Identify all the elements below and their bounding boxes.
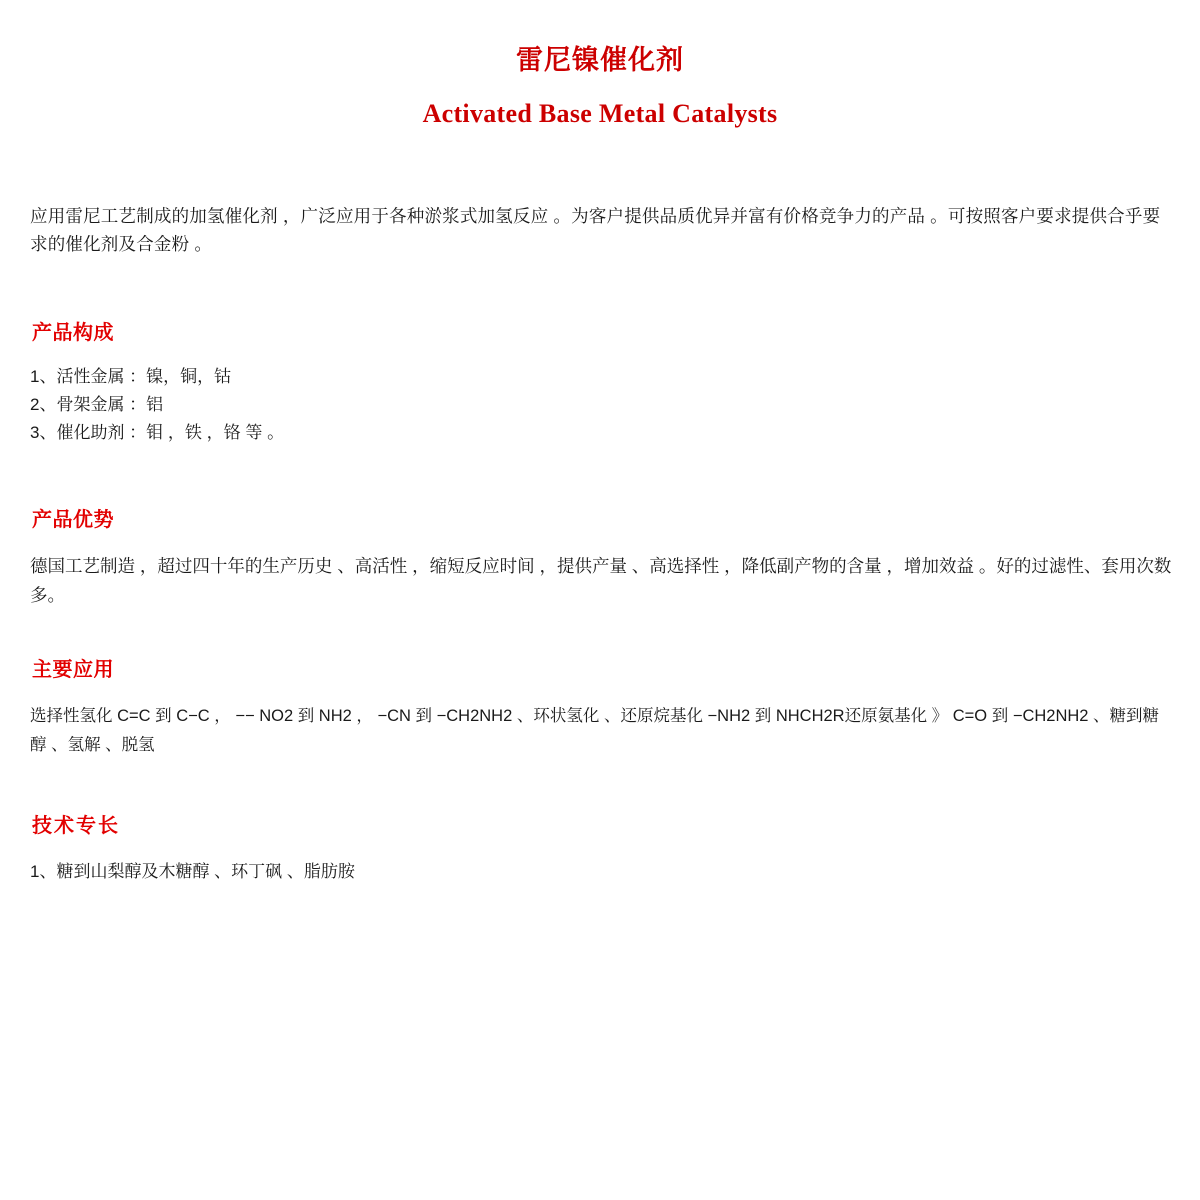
list-item: 2、骨架金属 ：铝 [30,394,164,414]
product-advantages-paragraph: 德国工艺制造 ，超过四十年的生产历史 、高活性 ，缩短反应时间 ，提供产量 、高选择性 ，降低副产物的含量 ，增加效益 。好的过滤性、套用次数多。 [30,555,1172,605]
section-heading-technical-expertise: 技术专长 [32,814,120,837]
intro-paragraph: 应用雷尼工艺制成的加氢催化剂 ，广泛应用于各种淤浆式加氢反应 。为客户提供品质优异并富有价格竞争力的产品 。可按照客户要求提供合乎要求的催化剂及合金粉 。 [30,205,1161,254]
list-item: 1、糖到山梨醇及木糖醇 、环丁砜 、脂肪胺 [30,861,355,881]
list-item: 3、催化助剂 ：钼 ，铁 ，铬 等 。 [30,422,285,442]
section-product-advantages [30,503,1174,610]
section-technical-expertise [30,809,1174,886]
section-heading-product-advantages: 产品优势 [32,508,114,531]
page-title-english: Activated Base Metal Catalysts [422,99,778,129]
page-title-chinese: 雷尼镍催化剂 [516,45,684,75]
main-applications-paragraph: 选择性氢化 C=C 到 C−C ， −− NO2 到 NH2 ， −CN 到 −CH2NH2 、环状氢化 、还原烷基化 −NH2 到 NHCH2R还原氨基化 》 C=O 到 −CH2NH2 、糖到糖醇 、氢解 、脱氢 [30,707,1160,754]
section-main-applications [30,653,1174,758]
document-body [30,202,1174,886]
section-product-composition [30,316,1174,447]
section-heading-main-applications: 主要应用 [32,659,114,682]
section-heading-product-composition: 产品构成 [32,321,114,344]
list-item: 1、活性金属 ：镍，铜，钴 [30,366,232,386]
